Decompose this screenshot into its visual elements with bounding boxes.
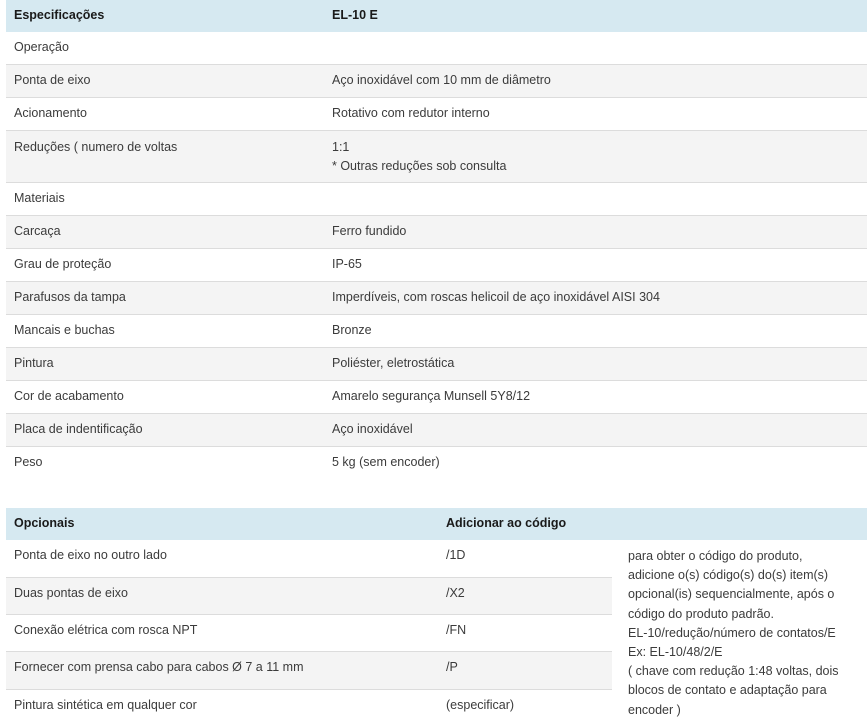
code-instructions-note xyxy=(628,547,858,720)
table-row xyxy=(6,690,612,721)
row-value: Rotativo com redutor interno xyxy=(332,106,490,120)
note-line: adicione o(s) código(s) do(s) item(s) xyxy=(628,568,829,583)
row-label: Placa de indentificação xyxy=(14,422,143,436)
options-header-row xyxy=(6,508,867,540)
note-line: blocos de contato e adaptação para xyxy=(628,683,827,698)
table-row xyxy=(6,578,612,615)
row-value: Imperdíveis, com roscas helicoil de aço inoxidável AISI 304 xyxy=(332,290,660,304)
note-line: opcional(is) sequencialmente, após o xyxy=(628,587,835,602)
option-label: Duas pontas de eixo xyxy=(14,586,128,600)
table-row xyxy=(6,32,867,65)
row-label: Reduções ( numero de voltas xyxy=(14,140,178,154)
row-value xyxy=(332,131,506,176)
row-label: Ponta de eixo xyxy=(14,73,91,87)
note-line: para obter o código do produto, xyxy=(628,549,803,563)
table-row xyxy=(6,249,867,282)
row-value: Aço inoxidável xyxy=(332,422,413,436)
table-row xyxy=(6,348,867,381)
row-label: Cor de acabamento xyxy=(14,389,124,403)
specifications-header-label: Especificações xyxy=(14,8,105,22)
row-label: Acionamento xyxy=(14,106,87,120)
table-row xyxy=(6,131,867,183)
row-value: Bronze xyxy=(332,323,372,337)
option-label: Pintura sintética em qualquer cor xyxy=(14,698,197,712)
note-line: encoder ) xyxy=(628,702,681,717)
row-label: Grau de proteção xyxy=(14,257,112,271)
row-value-line: 1:1 xyxy=(332,140,350,154)
option-code: /1D xyxy=(446,548,466,562)
row-label: Carcaça xyxy=(14,224,61,238)
row-value: Ferro fundido xyxy=(332,224,407,238)
table-row xyxy=(6,615,612,652)
option-code: /FN xyxy=(446,623,467,637)
note-line: Ex: EL-10/48/2/E xyxy=(628,645,723,660)
row-value: Amarelo segurança Munsell 5Y8/12 xyxy=(332,389,531,403)
row-label: Parafusos da tampa xyxy=(14,290,126,304)
row-label: Pintura xyxy=(14,356,54,370)
option-label: Conexão elétrica com rosca NPT xyxy=(14,623,198,637)
option-code: (especificar) xyxy=(446,698,515,712)
row-value-line: * Outras reduções sob consulta xyxy=(332,159,507,173)
options-header-label: Opcionais xyxy=(14,516,75,530)
table-row xyxy=(6,183,867,216)
row-label: Operação xyxy=(14,40,69,54)
row-value: Aço inoxidável com 10 mm de diâmetro xyxy=(332,73,551,87)
row-value: IP-65 xyxy=(332,257,362,271)
table-row xyxy=(6,540,612,578)
options-header-code: Adicionar ao código xyxy=(446,516,567,530)
note-line: código do produto padrão. xyxy=(628,606,774,621)
note-line: ( chave com redução 1:48 voltas, dois xyxy=(628,664,839,679)
option-code: /X2 xyxy=(446,586,465,600)
row-value: 5 kg (sem encoder) xyxy=(332,455,440,469)
table-row xyxy=(6,216,867,249)
table-row xyxy=(6,414,867,447)
table-row xyxy=(6,652,612,690)
table-row xyxy=(6,447,867,479)
row-value: Poliéster, eletrostática xyxy=(332,356,455,370)
table-row xyxy=(6,282,867,315)
option-code: /P xyxy=(446,660,458,674)
note-line: EL-10/redução/número de contatos/E xyxy=(628,625,836,640)
specifications-header-model: EL-10 E xyxy=(332,8,378,22)
specifications-header-row xyxy=(6,0,867,32)
table-row xyxy=(6,315,867,348)
option-label: Fornecer com prensa cabo para cabos Ø 7 a 11 mm xyxy=(14,660,304,674)
row-label: Materiais xyxy=(14,191,65,205)
table-row xyxy=(6,98,867,131)
row-label: Mancais e buchas xyxy=(14,323,115,337)
option-label: Ponta de eixo no outro lado xyxy=(14,548,167,562)
table-row xyxy=(6,65,867,98)
table-row xyxy=(6,381,867,414)
row-label: Peso xyxy=(14,455,43,469)
